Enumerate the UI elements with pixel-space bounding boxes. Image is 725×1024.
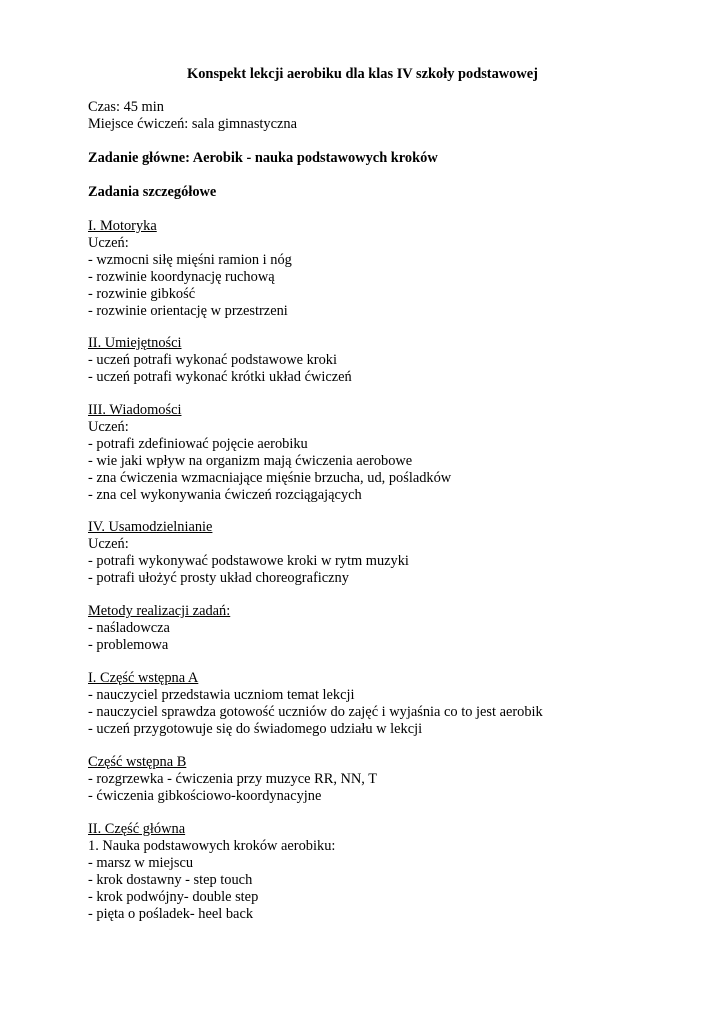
section-glowna	[88, 821, 708, 923]
list-item: - krok dostawny - step touch	[88, 872, 253, 888]
section-motoryka	[88, 218, 708, 320]
list-item: - krok podwójny- double step	[88, 889, 259, 905]
specific-tasks	[88, 184, 708, 201]
section-intro: 1. Nauka podstawowych kroków aerobiku:	[88, 838, 336, 854]
section-heading: Część wstępna B	[88, 754, 187, 770]
section-intro: Uczeń:	[88, 536, 129, 552]
section-heading: IV. Usamodzielnianie	[88, 519, 213, 535]
section-metody	[88, 603, 708, 654]
section-heading: III. Wiadomości	[88, 402, 182, 418]
list-item: - rozgrzewka - ćwiczenia przy muzyce RR, NN, T	[88, 771, 378, 787]
section-intro: Uczeń:	[88, 235, 129, 251]
list-item: - wzmocni siłę mięśni ramion i nóg	[88, 252, 292, 268]
section-wstepna-b	[88, 754, 708, 805]
list-item: - wie jaki wpływ na organizm mają ćwiczenia aerobowe	[88, 453, 413, 469]
list-item: - zna cel wykonywania ćwiczeń rozciągających	[88, 487, 362, 503]
section-heading: Metody realizacji zadań:	[88, 603, 231, 619]
list-item: - potrafi zdefiniować pojęcie aerobiku	[88, 436, 308, 452]
section-heading: II. Umiejętności	[88, 335, 182, 351]
main-task-text: Zadanie główne: Aerobik - nauka podstawowych kroków	[88, 150, 438, 166]
specific-tasks-heading: Zadania szczegółowe	[88, 184, 217, 200]
list-item: - rozwinie koordynację ruchową	[88, 269, 275, 285]
list-item: - nauczyciel sprawdza gotowość uczniów do zajęć i wyjaśnia co to jest aerobik	[88, 704, 543, 720]
list-item: - naśladowcza	[88, 620, 170, 636]
list-item: - uczeń potrafi wykonać krótki układ ćwiczeń	[88, 369, 352, 385]
section-heading: I. Część wstępna A	[88, 670, 199, 686]
section-intro: Uczeń:	[88, 419, 129, 435]
section-umiejetnosci	[88, 335, 708, 386]
list-item: - zna ćwiczenia wzmacniające mięśnie brzucha, ud, pośladków	[88, 470, 452, 486]
list-item: - nauczyciel przedstawia uczniom temat lekcji	[88, 687, 355, 703]
section-usamodzielnianie	[88, 519, 708, 587]
list-item: - pięta o pośladek- heel back	[88, 906, 254, 922]
section-heading: I. Motoryka	[88, 218, 157, 234]
list-item: - rozwinie gibkość	[88, 286, 196, 302]
list-item: - problemowa	[88, 637, 169, 653]
main-task	[88, 150, 708, 167]
list-item: - uczeń potrafi wykonać podstawowe kroki	[88, 352, 337, 368]
section-wstepna-a	[88, 670, 708, 738]
list-item: - marsz w miejscu	[88, 855, 194, 871]
list-item: - ćwiczenia gibkościowo-koordynacyjne	[88, 788, 322, 804]
list-item: - potrafi ułożyć prosty układ choreograficzny	[88, 570, 349, 586]
list-item: - rozwinie orientację w przestrzeni	[88, 303, 288, 319]
lesson-time: Czas: 45 min	[88, 99, 164, 115]
list-item: - uczeń przygotowuje się do świadomego udziału w lekcji	[88, 721, 423, 737]
lesson-info	[88, 99, 708, 133]
section-heading: II. Część główna	[88, 821, 186, 837]
section-wiadomosci	[88, 402, 708, 504]
list-item: - potrafi wykonywać podstawowe kroki w rytm muzyki	[88, 553, 409, 569]
lesson-place: Miejsce ćwiczeń: sala gimnastyczna	[88, 116, 297, 132]
document-title: Konspekt lekcji aerobiku dla klas IV szkoły podstawowej	[187, 66, 538, 82]
